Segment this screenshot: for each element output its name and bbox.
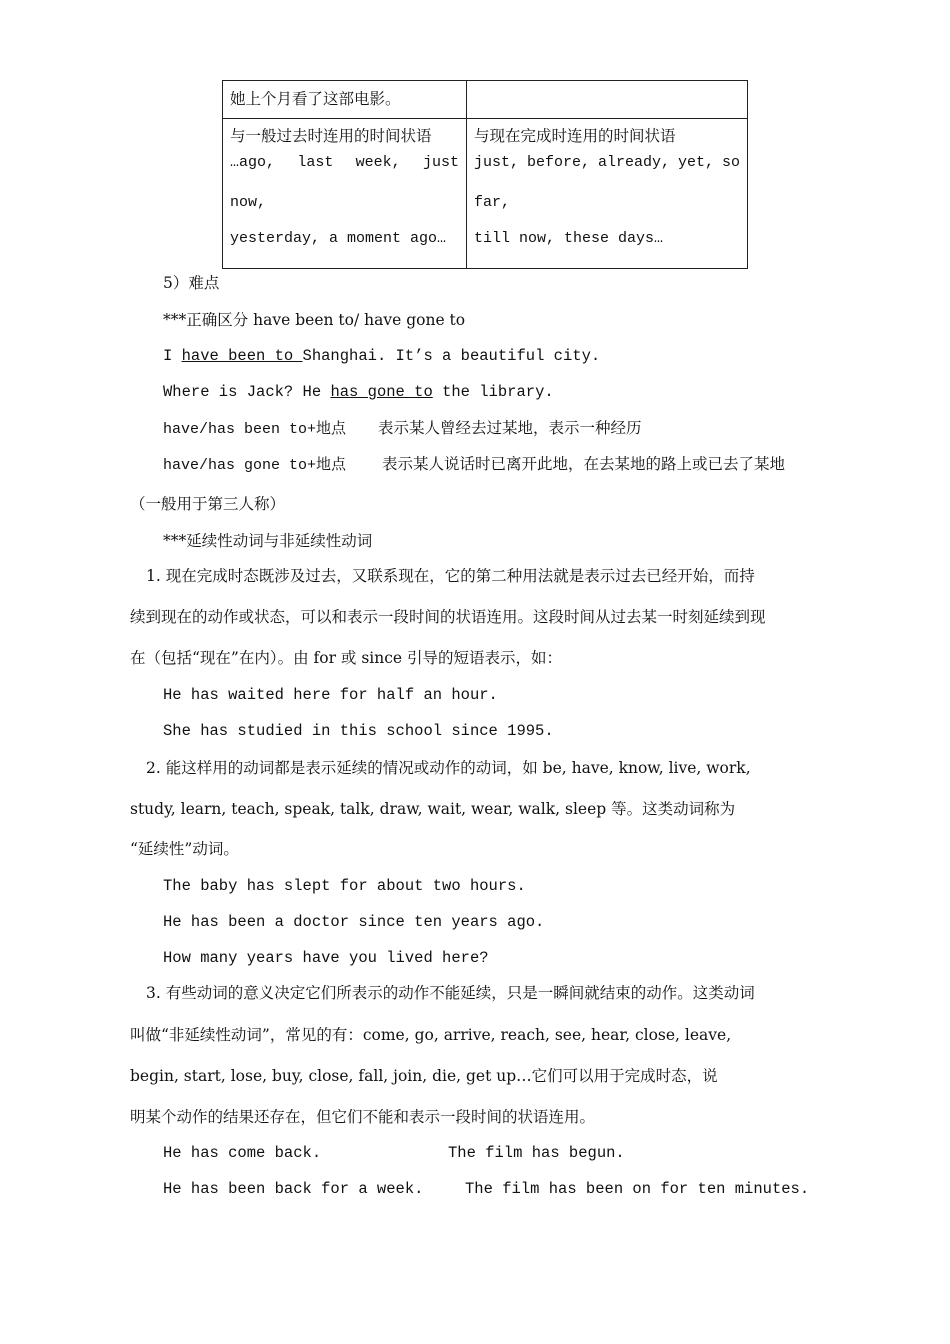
example-sentence: The baby has slept for about two hours. (163, 877, 526, 895)
definition-line (163, 454, 785, 476)
past-tense-words: yesterday, a moment ago… (230, 230, 447, 247)
underlined-text: has gone to (330, 383, 433, 401)
text: Shanghai. It’s a beautiful city. (302, 347, 601, 365)
word: last (297, 154, 334, 171)
text: the library. (432, 383, 554, 401)
section-title: 5）难点 (163, 274, 220, 292)
example-sentence (163, 346, 600, 366)
word: before, (526, 154, 590, 171)
example-sentence: He has been a doctor since ten years ago. (163, 913, 545, 931)
paragraph-line: 3. 有些动词的意义决定它们所表示的动作不能延续，只是一瞬间就结束的动作。这类动词 (146, 984, 755, 1002)
past-tense-words (230, 154, 459, 194)
table-cell-present-perfect (467, 119, 748, 269)
paragraph-line: study, learn, teach, speak, talk, draw, wait, wear, walk, sleep 等。这类动词称为 (130, 800, 736, 818)
example-sentence: He has waited here for half an hour. (163, 686, 498, 704)
past-tense-heading: 与一般过去时连用的时间状语 (230, 127, 432, 145)
table-cell-text: 她上个月看了这部电影。 (230, 90, 401, 108)
paragraph-line: 明某个动作的结果还存在，但它们不能和表示一段时间的状语连用。 (130, 1108, 596, 1126)
table-cell (467, 81, 748, 119)
definition-continuation: （一般用于第三人称） (130, 495, 286, 513)
text: Where is Jack? He (163, 383, 331, 401)
paragraph-line: 1. 现在完成时态既涉及过去，又联系现在，它的第二种用法就是表示过去已经开始，而持 (146, 567, 755, 585)
paragraph-line: begin, start, lose, buy, close, fall, join, die, get up…它们可以用于完成时态，说 (130, 1067, 718, 1085)
paragraph-line: 叫做“非延续性动词”，常见的有：come, go, arrive, reach, see, hear, close, leave, (130, 1026, 732, 1044)
paragraph-line: 在（包括“现在”在内）。由 for 或 since 引导的短语表示，如： (130, 649, 563, 667)
word: so (721, 154, 740, 171)
text: I (163, 347, 182, 365)
word: …ago, (230, 154, 276, 171)
paragraph-line: 续到现在的动作或状态，可以和表示一段时间的状语连用。这段时间从过去某一时刻延续到现 (130, 608, 766, 626)
definition-text: 表示某人曾经去过某地，表示一种经历 (378, 419, 642, 437)
example-sentence: The film has been on for ten minutes. (465, 1180, 810, 1198)
example-sentence: The film has begun. (448, 1144, 625, 1162)
section-subheading: ***延续性动词与非延续性动词 (163, 532, 373, 550)
definition-line (163, 418, 642, 440)
paragraph-line: “延续性”动词。 (130, 840, 239, 858)
word: already, (597, 154, 670, 171)
table-cell-past-tense (223, 119, 467, 269)
present-perfect-words: far, (474, 194, 511, 211)
table-row (223, 119, 748, 269)
present-perfect-heading: 与现在完成时连用的时间状语 (474, 127, 676, 145)
paragraph-line: 2. 能这样用的动词都是表示延续的情况或动作的动词，如 be, have, know, live, work, (146, 759, 751, 777)
example-sentence: He has come back. (163, 1144, 322, 1162)
example-sentence (163, 382, 554, 402)
definition-code: have/has gone to+地点 (163, 457, 347, 474)
past-tense-words: now, (230, 194, 267, 211)
table-row (223, 81, 748, 119)
word: week, (355, 154, 401, 171)
word: just, (474, 154, 520, 171)
underlined-text: have been to (181, 347, 303, 365)
definition-text: 表示某人说话时已离开此地，在去某地的路上或已去了某地 (382, 455, 786, 473)
example-sentence: He has been back for a week. (163, 1180, 424, 1198)
word: yet, (677, 154, 714, 171)
present-perfect-words: till now, these days… (474, 230, 664, 247)
table-cell (223, 81, 467, 119)
definition-code: have/has been to+地点 (163, 421, 347, 438)
word: just (422, 154, 459, 171)
present-perfect-words (474, 154, 740, 194)
example-sentence: How many years have you lived here? (163, 949, 489, 967)
tense-comparison-table (222, 80, 748, 269)
section-subheading: ***正确区分 have been to/ have gone to (163, 311, 466, 329)
example-sentence: She has studied in this school since 1995. (163, 722, 554, 740)
